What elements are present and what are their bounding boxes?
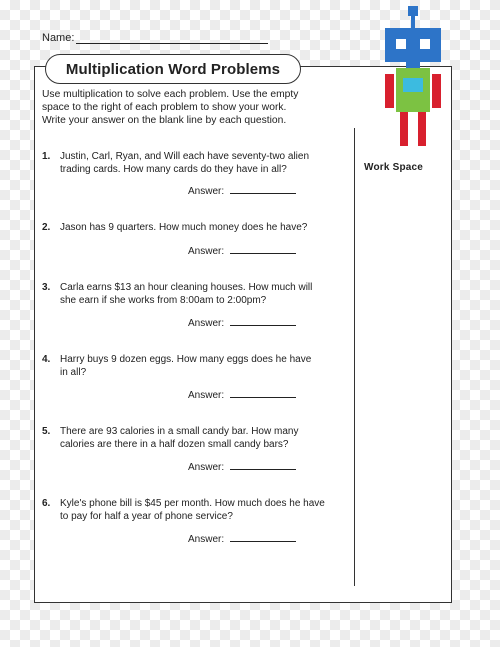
robot-antenna-icon — [408, 6, 418, 16]
answer-line-3[interactable] — [188, 318, 296, 329]
robot-illustration — [376, 6, 450, 152]
work-space-divider — [354, 128, 355, 586]
robot-eye-icon — [420, 39, 430, 49]
question-text-line: to pay for half a year of phone service? — [60, 511, 233, 522]
answer-label: Answer: — [188, 318, 225, 329]
question-4 — [42, 353, 342, 379]
instruction-line: Use multiplication to solve each problem. Use the empty — [42, 89, 299, 100]
question-text-line: she earn if she works from 8:00am to 2:00pm? — [60, 295, 267, 306]
question-text-line: calories are there in a half dozen small candy bars? — [60, 439, 289, 450]
question-text-line: There are 93 calories in a small candy bar. How many — [60, 426, 299, 437]
answer-label: Answer: — [188, 390, 225, 401]
answer-blank[interactable] — [230, 325, 296, 326]
answer-line-4[interactable] — [188, 390, 296, 401]
robot-antenna-stem — [411, 16, 415, 28]
answer-line-1[interactable] — [188, 186, 296, 197]
question-number: 2. — [42, 222, 51, 233]
robot-leg-icon — [400, 112, 408, 146]
question-2 — [42, 221, 342, 234]
robot-eye-icon — [396, 39, 406, 49]
question-text-line: Kyle's phone bill is $45 per month. How much does he have — [60, 498, 325, 509]
question-1 — [42, 150, 342, 176]
answer-blank[interactable] — [230, 193, 296, 194]
name-label: Name: — [42, 32, 75, 44]
answer-blank[interactable] — [230, 469, 296, 470]
answer-blank[interactable] — [230, 253, 296, 254]
robot-arm-icon — [385, 74, 394, 108]
question-6 — [42, 497, 342, 523]
work-space-label: Work Space — [364, 162, 424, 173]
robot-neck — [406, 62, 420, 68]
question-3 — [42, 281, 342, 307]
question-text-line: Jason has 9 quarters. How much money does he have? — [60, 222, 308, 233]
question-number: 1. — [42, 151, 51, 162]
robot-arm-icon — [432, 74, 441, 108]
instruction-line: space to the right of each problem to show your work. — [42, 102, 287, 113]
question-text-line: Harry buys 9 dozen eggs. How many eggs does he have — [60, 354, 312, 365]
instruction-line: Write your answer on the blank line by each question. — [42, 115, 287, 126]
question-text-line: trading cards. How many cards do they have in all? — [60, 164, 287, 175]
answer-label: Answer: — [188, 246, 225, 257]
robot-leg-icon — [418, 112, 426, 146]
answer-label: Answer: — [188, 186, 225, 197]
question-number: 4. — [42, 354, 51, 365]
worksheet-title — [45, 54, 301, 84]
worksheet-title-text: Multiplication Word Problems — [65, 60, 281, 78]
question-number: 3. — [42, 282, 51, 293]
answer-blank[interactable] — [230, 541, 296, 542]
answer-line-6[interactable] — [188, 534, 296, 545]
robot-panel-icon — [403, 78, 423, 92]
instructions — [42, 88, 332, 127]
question-text-line: in all? — [60, 367, 87, 378]
name-line[interactable] — [76, 43, 268, 44]
answer-label: Answer: — [188, 534, 225, 545]
question-text-line: Justin, Carl, Ryan, and Will each have seventy-two alien — [60, 151, 310, 162]
question-5 — [42, 425, 342, 451]
question-number: 5. — [42, 426, 51, 437]
question-text-line: Carla earns $13 an hour cleaning houses. How much will — [60, 282, 313, 293]
question-number: 6. — [42, 498, 51, 509]
robot-head-icon — [385, 28, 441, 62]
answer-line-5[interactable] — [188, 462, 296, 473]
answer-line-2[interactable] — [188, 246, 296, 257]
answer-blank[interactable] — [230, 397, 296, 398]
answer-label: Answer: — [188, 462, 225, 473]
